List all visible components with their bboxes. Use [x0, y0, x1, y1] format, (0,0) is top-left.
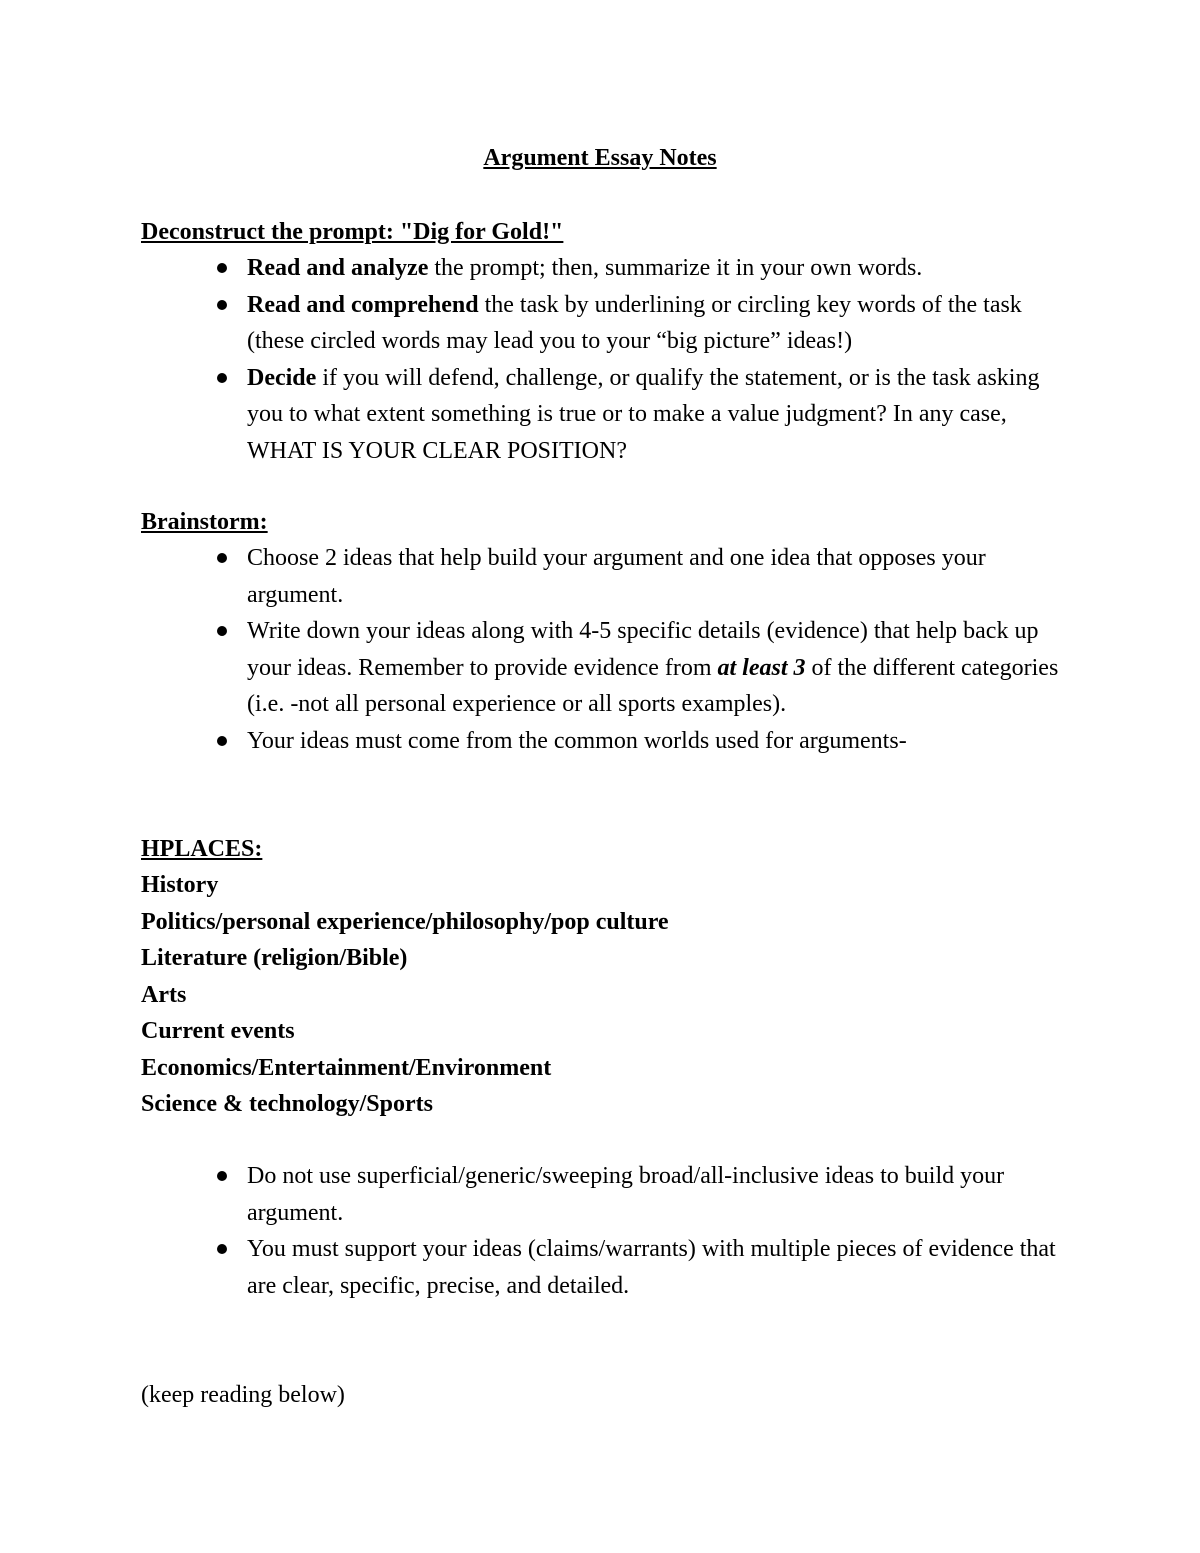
list-item [141, 250, 1071, 287]
document-title: Argument Essay Notes [483, 145, 717, 171]
tips-section [141, 1158, 1071, 1304]
bullet-icon [217, 263, 227, 273]
bullet-icon [217, 736, 227, 746]
bullet-icon [217, 1244, 227, 1254]
hplaces-item: Politics/personal experience/philosophy/pop culture [141, 908, 669, 935]
item-text: Your ideas must come from the common worlds used for arguments- [247, 727, 907, 754]
hplaces-item: Science & technology/Sports [141, 1091, 433, 1117]
hplaces-section [141, 831, 1071, 1123]
emphasis-text: at least 3 [717, 654, 806, 681]
item-text: You must support your ideas (claims/warrants) with multiple pieces of evidence that are clear, specific, precise, and detailed. [247, 1236, 1056, 1299]
brainstorm-heading: Brainstorm: [141, 509, 268, 535]
list-item [141, 360, 1071, 470]
deconstruct-section [141, 214, 1071, 469]
brainstorm-list [141, 540, 1071, 759]
hplaces-item: Economics/Entertainment/Environment [141, 1054, 552, 1081]
deconstruct-list [141, 250, 1071, 469]
tips-list [141, 1158, 1071, 1304]
emphasis-text: Read and comprehend [247, 291, 479, 318]
list-item [141, 723, 1071, 760]
bullet-icon [217, 300, 227, 310]
list-item [141, 287, 1071, 360]
deconstruct-heading: Deconstruct the prompt: "Dig for Gold!" [141, 219, 564, 245]
item-text: Do not use superficial/generic/sweeping broad/all-inclusive ideas to build your argument. [247, 1163, 1005, 1226]
item-text: of the different categories (i.e. -not all personal experience or all sports examples). [247, 654, 1059, 717]
hplaces-item: Arts [141, 981, 187, 1008]
footer-note: (keep reading below) [141, 1382, 345, 1408]
list-item [141, 540, 1071, 613]
list-item [141, 1231, 1071, 1304]
bullet-icon [217, 373, 227, 383]
item-text: Choose 2 ideas that help build your argument and one idea that opposes your argument. [247, 545, 986, 608]
bullet-icon [217, 626, 227, 636]
emphasis-text: Decide [247, 364, 317, 391]
brainstorm-section [141, 504, 1071, 759]
bullet-icon [217, 553, 227, 563]
bullet-icon [217, 1171, 227, 1181]
item-text: the prompt; then, summarize it in your own words. [428, 255, 923, 281]
item-text: the task by underlining or circling key words of the task (these circled words may lead you to your “big picture” ideas!) [247, 291, 1022, 354]
hplaces-heading: HPLACES: [141, 836, 263, 862]
list-item [141, 1158, 1071, 1231]
item-text: Write down your ideas along with 4-5 specific details (evidence) that help back up your ideas. Remember to provide evidence from [247, 618, 1039, 681]
item-text: if you will defend, challenge, or qualify the statement, or is the task asking you to what extent something is true or to make a value judgment? In any case, WHAT IS YOUR CLEAR POSITION? [247, 364, 1040, 464]
hplaces-item: Current events [141, 1018, 295, 1044]
hplaces-item: Literature (religion/Bible) [141, 945, 408, 971]
emphasis-text: Read and analyze [247, 255, 429, 281]
hplaces-item: History [141, 872, 219, 898]
list-item [141, 613, 1071, 723]
